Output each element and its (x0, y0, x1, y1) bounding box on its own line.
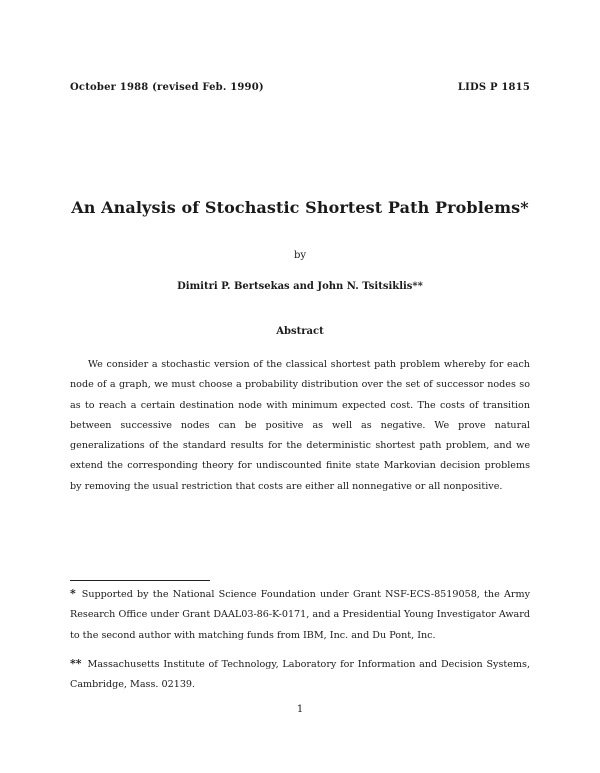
report-date: October 1988 (revised Feb. 1990) (70, 82, 264, 93)
abstract-heading: Abstract (276, 326, 324, 337)
footnote-divider (70, 580, 210, 581)
footnote-funding (70, 584, 530, 646)
report-id: LIDS P 1815 (457, 82, 530, 93)
footnote-affiliation (70, 654, 530, 696)
paper-title: An Analysis of Stochastic Shortest Path Problems* (71, 198, 529, 217)
footnote-mark: * (70, 587, 76, 600)
byline: by (293, 250, 307, 261)
page-number: 1 (296, 704, 304, 715)
abstract-body: We consider a stochastic version of the classical shortest path problem whereby for each node of a graph, we must choose a probability distribution over the set of successor nodes so as to reach a certain destination node with minimum expected cost. The costs of transition between successive nodes can be positive as well as negative. We prove natural generalizations of the standard results for the deterministic shortest path problem, and we extend the corresponding theory for undiscounted finite state Markovian decision problems by removing the usual restriction that costs are either all nonnegative or all nonpositive. (70, 359, 530, 492)
footnote-mark: ** (70, 657, 82, 670)
footnote-text: Massachusetts Institute of Technology, Laboratory for Information and Decision Systems, Cambridge, Mass. 02139. (70, 659, 530, 691)
footnote-text: Supported by the National Science Foundation under Grant NSF-ECS-8519058, the Army Research Office under Grant DAAL03-86-K-0171, and a Presidential Young Investigator Award to the second author with matching funds from IBM, Inc. and Du Pont, Inc. (70, 589, 530, 641)
authors: Dimitri P. Bertsekas and John N. Tsitsiklis** (177, 281, 423, 292)
